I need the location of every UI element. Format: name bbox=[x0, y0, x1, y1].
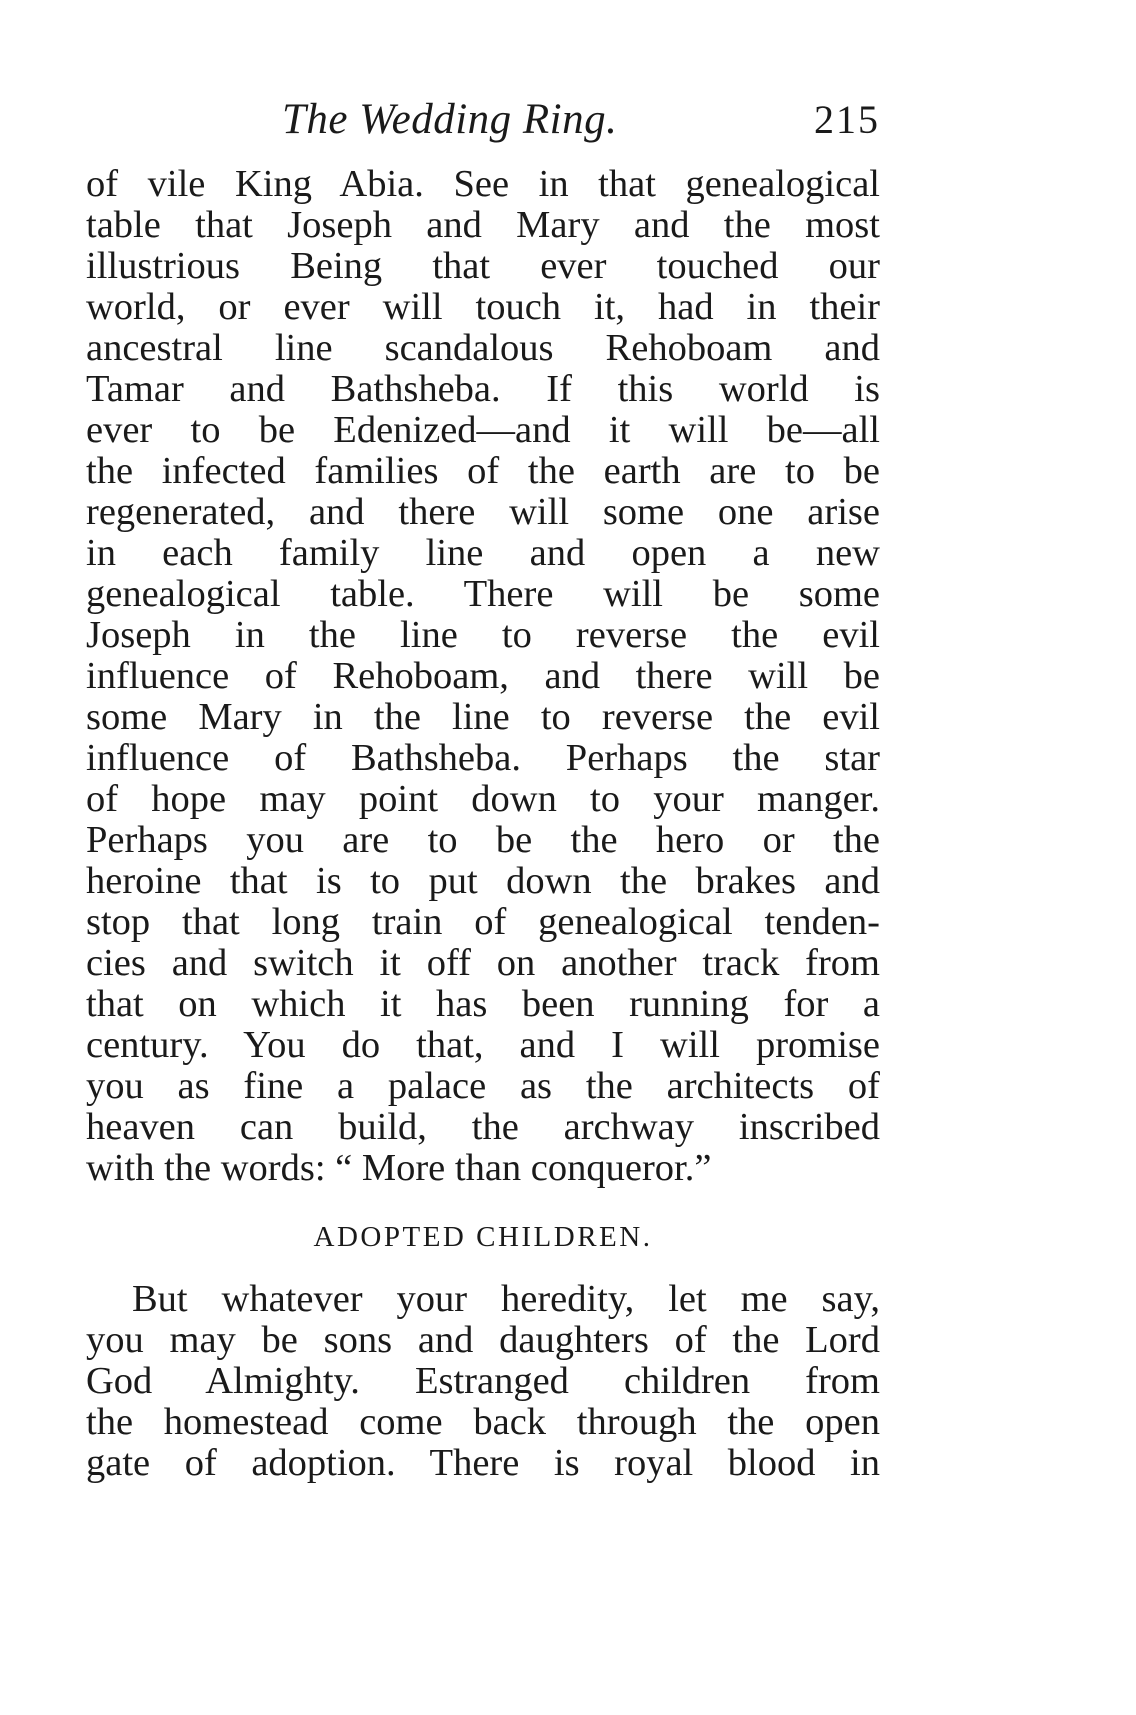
text-line: heroine that is to put down the brakes and bbox=[86, 860, 880, 902]
text-line: regenerated, and there will some one arise bbox=[86, 491, 880, 533]
text-line: God Almighty. Estranged children from bbox=[86, 1360, 880, 1402]
text-line: century. You do that, and I will promise bbox=[86, 1024, 880, 1066]
text-line: gate of adoption. There is royal blood in bbox=[86, 1442, 880, 1484]
text-line: of vile King Abia. See in that genealogical bbox=[86, 163, 880, 205]
text-line: influence of Rehoboam, and there will be bbox=[86, 655, 880, 697]
text-line: table that Joseph and Mary and the most bbox=[86, 204, 880, 246]
text-line: ancestral line scandalous Rehoboam and bbox=[86, 327, 880, 369]
text-line: cies and switch it off on another track from bbox=[86, 942, 880, 984]
text-line: influence of Bathsheba. Perhaps the star bbox=[86, 737, 880, 779]
text-line: genealogical table. There will be some bbox=[86, 573, 880, 615]
text-line: heaven can build, the archway inscribed bbox=[86, 1106, 880, 1148]
section-heading: ADOPTED CHILDREN. bbox=[313, 1221, 653, 1253]
text-line: world, or ever will touch it, had in their bbox=[86, 286, 880, 328]
text-line: in each family line and open a new bbox=[86, 532, 880, 574]
text-line: that on which it has been running for a bbox=[86, 983, 880, 1025]
text-line: with the words: “ More than conqueror.” bbox=[86, 1147, 712, 1189]
running-head bbox=[86, 92, 880, 148]
text-line: the infected families of the earth are to be bbox=[86, 450, 880, 492]
running-title: The Wedding Ring. bbox=[282, 96, 618, 143]
text-line: illustrious Being that ever touched our bbox=[86, 245, 880, 287]
text-line: you as fine a palace as the architects of bbox=[86, 1065, 880, 1107]
text-line: the homestead come back through the open bbox=[86, 1401, 880, 1443]
text-line: stop that long train of genealogical tenden- bbox=[86, 901, 880, 943]
page-number: 215 bbox=[814, 97, 880, 142]
body-text bbox=[86, 164, 880, 1484]
text-line: Tamar and Bathsheba. If this world is bbox=[86, 368, 880, 410]
text-line: you may be sons and daughters of the Lord bbox=[86, 1319, 880, 1361]
text-line: ever to be Edenized—and it will be—all bbox=[86, 409, 880, 451]
text-line: of hope may point down to your manger. bbox=[86, 778, 880, 820]
text-line: But whatever your heredity, let me say, bbox=[132, 1278, 880, 1320]
paragraph-adopted-children bbox=[86, 1279, 880, 1484]
text-line: Joseph in the line to reverse the evil bbox=[86, 614, 880, 656]
text-line: some Mary in the line to reverse the evil bbox=[86, 696, 880, 738]
text-line: Perhaps you are to be the hero or the bbox=[86, 819, 880, 861]
paragraph-continuation bbox=[86, 164, 880, 1189]
